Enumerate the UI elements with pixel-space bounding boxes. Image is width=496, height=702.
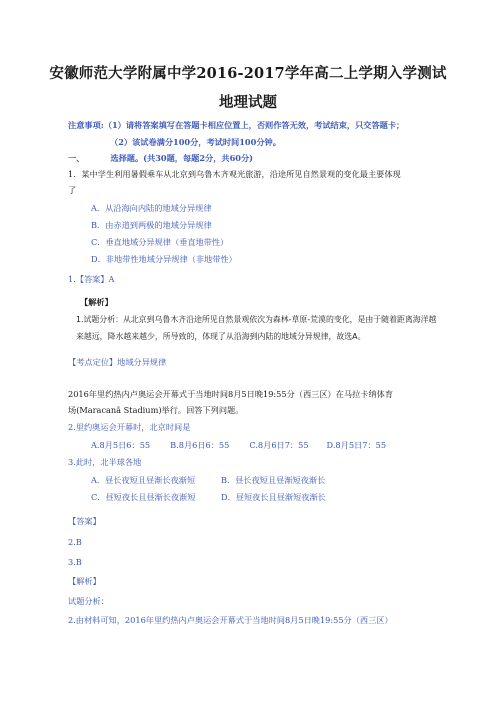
section-number: 一、 — [68, 153, 85, 163]
passage-line-2: 场(Maracanã Stadium)举行。回答下列问题。 — [68, 405, 244, 415]
q3-option-b: B．昼长夜短且昼渐短夜渐长 — [221, 475, 326, 485]
answer-3: 3.B — [68, 557, 82, 567]
q1-stem-line-2: 了 — [68, 185, 77, 195]
q1-stem-line-1: 1．某中学生利用暑假乘车从北京到乌鲁木齐观光旅游，沿途所见自然景观的变化最主要体现 — [68, 169, 401, 179]
q1-analysis-line-1: 1.试题分析：从北京到乌鲁木齐沿途所见自然景观依次为森林-草原-荒漠的变化，是由于随着距离海洋越 — [76, 315, 437, 324]
q2-option-c: C.8月6日7：55 — [249, 440, 309, 450]
answers-label: 【答案】 — [68, 516, 101, 526]
exam-subtitle: 地理试题 — [219, 94, 277, 111]
q2-options — [91, 440, 386, 451]
q3-stem: 3.此时，北半球各地 — [68, 457, 142, 467]
exam-title: 安徽师范大学附属中学2016-2017学年高二上学期入学测试 — [49, 65, 447, 82]
q1-option-c: C．垂直地域分异规律（垂直地带性） — [91, 237, 229, 247]
q3-option-c: C．昼短夜长且昼渐长夜渐短 — [91, 492, 196, 502]
q2-option-b: B.8月6日6：55 — [170, 440, 230, 450]
q1-answer: 1.【答案】A — [68, 274, 115, 284]
notes-item-1: （1）请将答案填写在答题卡相应位置上，否则作答无效，考试结束，只交答题卡； — [103, 120, 405, 130]
q1-option-b: B．由赤道到两极的地域分异规律 — [91, 220, 212, 230]
q1-analysis-line-2: 来越远，降水越来越少，所导致的，体现了从沿海到内陆的地域分异规律，故选A。 — [76, 332, 366, 341]
q3-option-a: A．昼长夜短且昼渐长夜渐短 — [91, 475, 196, 485]
q2-option-d: D.8月5日7：55 — [326, 440, 387, 450]
q1-option-a: A．从沿海向内陆的地域分异规律 — [91, 203, 212, 213]
q2-option-a: A.8月5日6：55 — [91, 440, 151, 450]
q1-kaodian: 【考点定位】地域分异规律 — [68, 357, 167, 367]
answer-2: 2.B — [68, 537, 82, 547]
q1-analysis-label: 【解析】 — [80, 297, 113, 307]
q2-stem: 2.里约奥运会开幕时，北京时间是 — [68, 422, 191, 432]
notes-label: 注意事项: — [68, 120, 104, 130]
section-text: 选择题。(共30题，每题2分，共60分) — [110, 153, 254, 163]
answers-analysis-label: 【解析】 — [68, 576, 101, 586]
answers-analysis-line: 2.由材料可知，2016年里约热内卢奥运会开幕式于当地时间8月5日晚19:55分（西三区） — [68, 615, 393, 625]
section-heading — [68, 153, 253, 164]
q1-option-d: D．非地带性地域分异规律（非地带性） — [91, 254, 237, 264]
answers-analysis-intro: 试题分析： — [68, 596, 109, 606]
q3-option-d: D．昼短夜长且昼渐短夜渐长 — [221, 492, 326, 502]
notes-item-2: （2）该试卷满分100分，考试时间100分钟。 — [110, 137, 281, 147]
notes-line-1 — [68, 120, 404, 131]
passage-line-1: 2016年里约热内卢奥运会开幕式于当地时间8月5日晚19:55分（西三区）在马拉卡纳体育 — [68, 389, 394, 399]
